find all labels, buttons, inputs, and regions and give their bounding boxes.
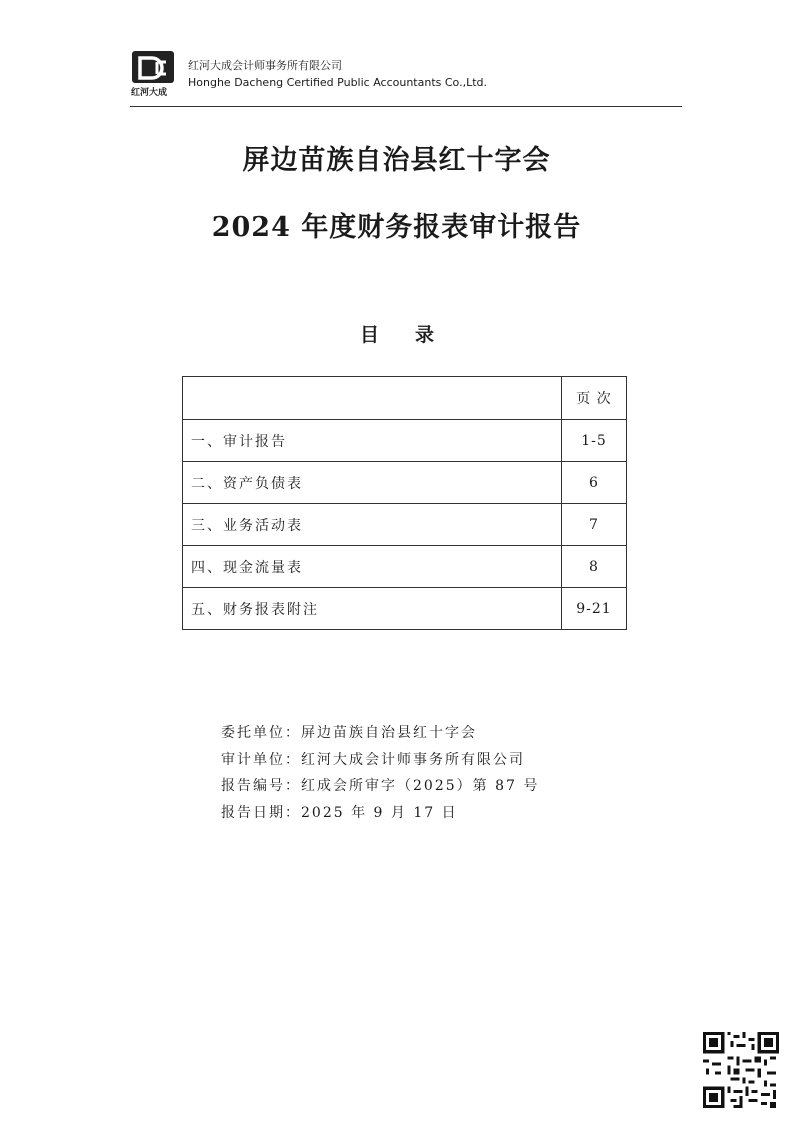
report-no-row bbox=[221, 773, 539, 800]
firm-header bbox=[130, 45, 682, 107]
logo-text: 红河大成 bbox=[131, 88, 168, 98]
dacheng-logo-icon bbox=[130, 49, 176, 87]
toc-item-pages: 8 bbox=[562, 546, 627, 588]
report-date-row bbox=[221, 800, 539, 827]
toc-row bbox=[183, 420, 627, 462]
firm-name-en: Honghe Dacheng Certified Public Accountants Co.,Ltd. bbox=[188, 76, 488, 89]
auditor-value: 红河大成会计师事务所有限公司 bbox=[301, 751, 525, 768]
toc-row bbox=[183, 588, 627, 630]
toc-item-name: 四、现金流量表 bbox=[183, 546, 562, 588]
header-divider bbox=[130, 106, 682, 107]
toc-item-name: 五、财务报表附注 bbox=[183, 588, 562, 630]
auditor-label: 审计单位： bbox=[221, 751, 301, 768]
client-row bbox=[221, 720, 539, 747]
toc-item-name: 二、资产负债表 bbox=[183, 462, 562, 504]
report-date-label: 报告日期： bbox=[221, 804, 301, 821]
report-date-value: 2025 年 9 月 17 日 bbox=[301, 804, 458, 821]
client-value: 屏边苗族自治县红十字会 bbox=[301, 725, 477, 741]
toc-item-pages: 6 bbox=[562, 462, 627, 504]
toc-item-name: 一、审计报告 bbox=[183, 420, 562, 462]
toc-row bbox=[183, 462, 627, 504]
report-info bbox=[221, 720, 539, 826]
toc-page-column-header: 页 次 bbox=[562, 377, 627, 420]
toc-table bbox=[182, 376, 627, 630]
report-no-label: 报告编号： bbox=[221, 778, 301, 794]
toc-header-row bbox=[183, 377, 627, 420]
report-title-org: 屏边苗族自治县红十字会 bbox=[242, 145, 551, 176]
report-title-main: 2024 年度财务报表审计报告 bbox=[211, 212, 582, 243]
qr-code-icon bbox=[703, 1032, 779, 1108]
toc-heading: 目录 bbox=[360, 324, 471, 346]
toc-item-pages: 1-5 bbox=[562, 420, 627, 462]
report-no-value: 红成会所审字（2025）第 87 号 bbox=[301, 778, 540, 794]
client-label: 委托单位： bbox=[221, 725, 301, 741]
toc-item-pages: 7 bbox=[562, 504, 627, 546]
auditor-row bbox=[221, 747, 539, 774]
toc-item-pages: 9-21 bbox=[562, 588, 627, 630]
toc-row bbox=[183, 546, 627, 588]
toc-item-name: 三、业务活动表 bbox=[183, 504, 562, 546]
firm-name-cn: 红河大成会计师事务所有限公司 bbox=[188, 59, 342, 72]
toc-header-blank bbox=[183, 377, 562, 420]
toc-row bbox=[183, 504, 627, 546]
